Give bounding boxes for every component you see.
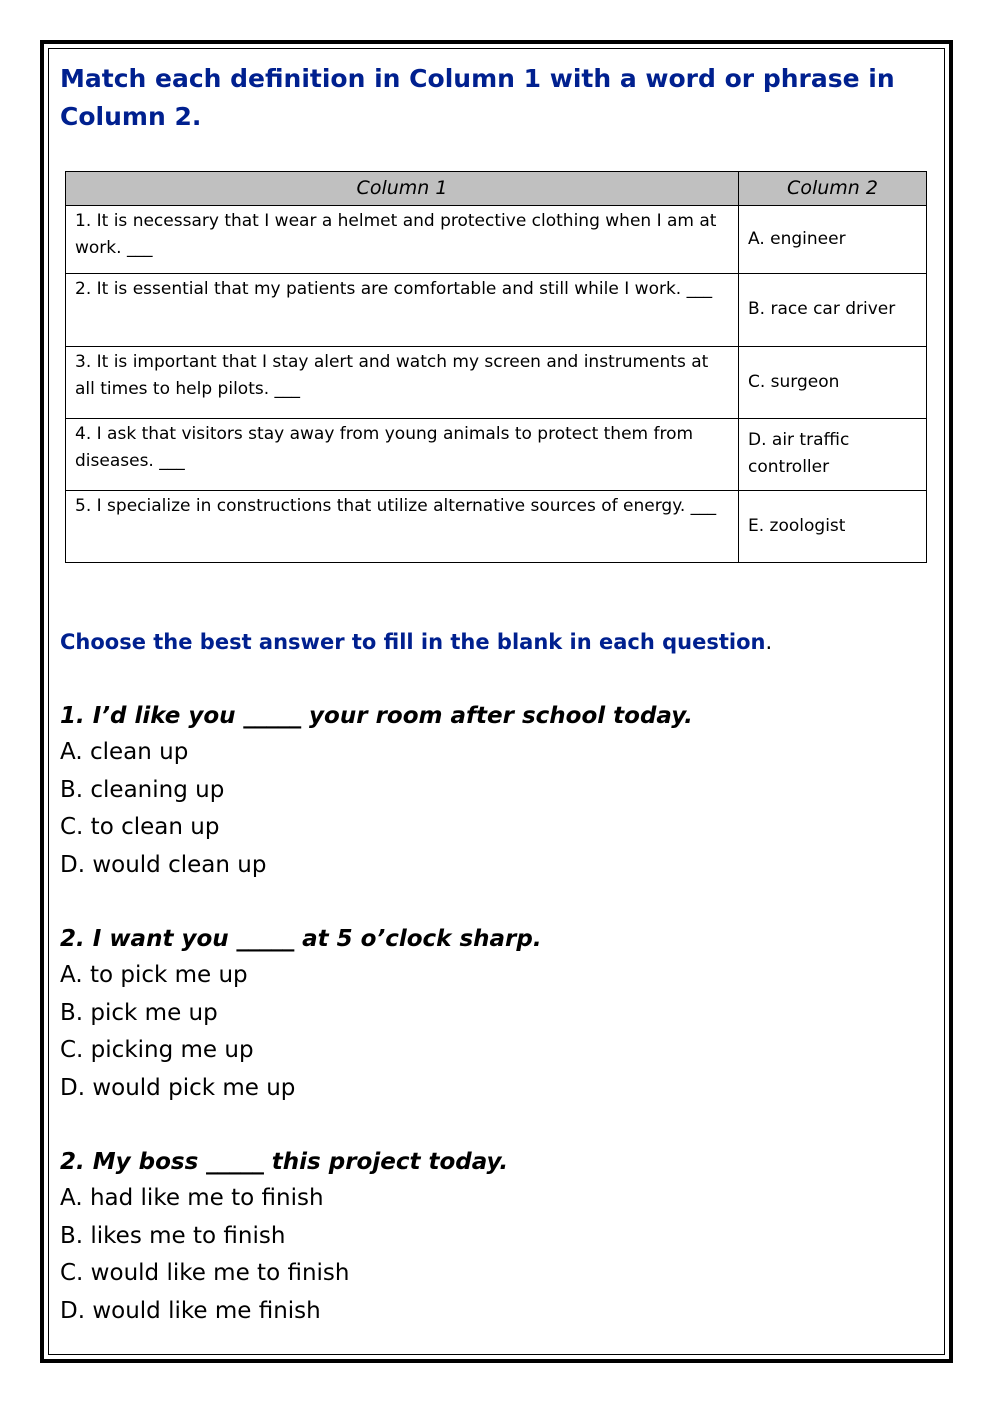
option-c: C. would like me to finish: [60, 1260, 350, 1286]
option-a: A. to pick me up: [60, 962, 248, 988]
table-row: [66, 491, 927, 563]
table-row: [66, 419, 927, 491]
answer-cell: B. race car driver: [739, 274, 927, 347]
definition-cell: 3. It is important that I stay alert and watch my screen and instruments at all times to help pilots. ___: [66, 347, 739, 419]
option-b: B. cleaning up: [60, 776, 225, 803]
definition-cell: 4. I ask that visitors stay away from young animals to protect them from diseases. ___: [66, 419, 739, 491]
definition-cell: 2. It is essential that my patients are comfortable and still while I work. ___: [66, 274, 739, 347]
instruction-period: .: [765, 630, 773, 654]
definition-cell: 1. It is necessary that I wear a helmet and protective clothing when I am at work. ___: [66, 206, 739, 274]
option-b: B. likes me to finish: [60, 1222, 286, 1249]
question-1: [60, 698, 940, 884]
question-2: [60, 921, 940, 1107]
answer-cell: D. air traffic controller: [739, 419, 927, 491]
option-d: D. would pick me up: [60, 1074, 296, 1101]
table-row: [66, 206, 927, 274]
option-c: C. picking me up: [60, 1037, 254, 1063]
instruction-text: Choose the best answer to fill in the blank in each question: [60, 630, 766, 654]
answer-cell: A. engineer: [739, 206, 927, 274]
column-2-header: Column 2: [739, 172, 927, 206]
matching-instruction: Match each definition in Column 1 with a word or phrase in Column 2.: [60, 64, 895, 131]
question-stem: 2. I want you _____ at 5 o’clock sharp.: [60, 926, 542, 952]
definition-cell: 5. I specialize in constructions that utilize alternative sources of energy. ___: [66, 491, 739, 563]
multiple-choice-instruction: [60, 626, 940, 658]
table-header-row: [66, 172, 927, 206]
option-b: B. pick me up: [60, 999, 218, 1026]
option-a: A. clean up: [60, 739, 189, 765]
matching-table: [65, 171, 927, 563]
answer-cell: C. surgeon: [739, 347, 927, 419]
question-stem: 2. My boss _____ this project today.: [60, 1149, 509, 1175]
option-c: C. to clean up: [60, 814, 220, 840]
option-d: D. would clean up: [60, 851, 267, 878]
question-3: [60, 1144, 940, 1330]
table-row: [66, 274, 927, 347]
table-row: [66, 347, 927, 419]
answer-cell: E. zoologist: [739, 491, 927, 563]
option-d: D. would like me finish: [60, 1297, 321, 1324]
column-1-header: Column 1: [66, 172, 739, 206]
option-a: A. had like me to finish: [60, 1185, 324, 1211]
question-stem: 1. I’d like you _____ your room after school today.: [60, 703, 693, 729]
